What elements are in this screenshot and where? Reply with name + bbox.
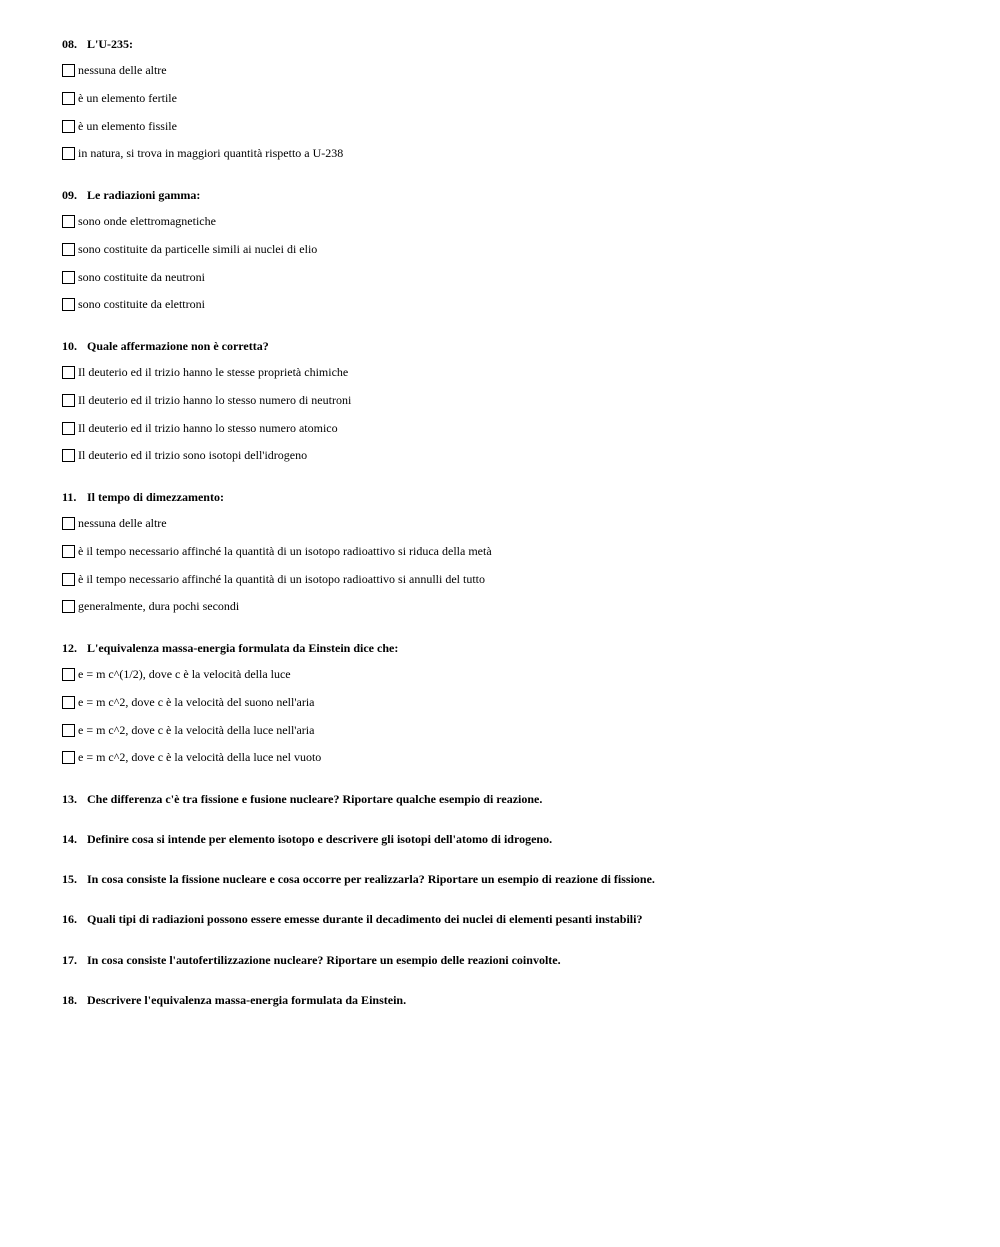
checkbox[interactable] [62, 600, 75, 613]
checkbox[interactable] [62, 751, 75, 764]
checkbox[interactable] [62, 92, 75, 105]
option-label: generalmente, dura pochi secondi [78, 599, 240, 613]
option-label: e = m c^2, dove c è la velocità della luce nell'aria [78, 723, 315, 737]
option-label: è il tempo necessario affinché la quantità di un isotopo radioattivo si annulli del tutto [78, 572, 486, 586]
question-10-option-2[interactable] [62, 392, 351, 408]
checkbox[interactable] [62, 366, 75, 379]
question-10-title: 10. Quale affermazione non è corretta? [62, 339, 269, 353]
question-08-option-4[interactable] [62, 145, 343, 161]
question-08-title: 08. L'U-235: [62, 37, 133, 51]
question-08-option-1[interactable] [62, 62, 167, 78]
question-09-option-2[interactable] [62, 241, 317, 257]
question-09-title: 09. Le radiazioni gamma: [62, 188, 201, 202]
question-14-title: 14. Definire cosa si intende per elemento isotopo e descrivere gli isotopi dell'atomo di idrogeno. [62, 832, 553, 846]
checkbox[interactable] [62, 298, 75, 311]
question-15-title: 15. In cosa consiste la fissione nucleare e cosa occorre per realizzarla? Riportare un esempio di reazione di fissione. [62, 872, 655, 886]
question-09-option-4[interactable] [62, 296, 205, 312]
checkbox[interactable] [62, 394, 75, 407]
question-11-title: 11. Il tempo di dimezzamento: [62, 490, 224, 504]
option-label: sono costituite da elettroni [78, 297, 205, 311]
question-09-option-1[interactable] [62, 213, 216, 229]
checkbox[interactable] [62, 545, 75, 558]
checkbox[interactable] [62, 449, 75, 462]
checkbox[interactable] [62, 573, 75, 586]
checkbox[interactable] [62, 215, 75, 228]
checkbox[interactable] [62, 422, 75, 435]
option-label: e = m c^2, dove c è la velocità del suono nell'aria [78, 695, 315, 709]
question-08-option-3[interactable] [62, 118, 177, 134]
option-label: nessuna delle altre [78, 516, 167, 530]
question-11-option-1[interactable] [62, 515, 167, 531]
question-08-option-2[interactable] [62, 90, 177, 106]
question-10-option-4[interactable] [62, 447, 307, 463]
option-label: è un elemento fissile [78, 119, 177, 133]
option-label: nessuna delle altre [78, 63, 167, 77]
checkbox[interactable] [62, 517, 75, 530]
question-12-option-1[interactable] [62, 666, 291, 682]
option-label: e = m c^2, dove c è la velocità della luce nel vuoto [78, 750, 322, 764]
option-label: Il deuterio ed il trizio sono isotopi dell'idrogeno [78, 448, 308, 462]
question-10-option-1[interactable] [62, 364, 348, 380]
option-label: Il deuterio ed il trizio hanno lo stesso numero atomico [78, 421, 338, 435]
question-12-title: 12. L'equivalenza massa-energia formulata da Einstein dice che: [62, 641, 399, 655]
question-16-title: 16. Quali tipi di radiazioni possono essere emesse durante il decadimento dei nuclei di elementi pesanti instabili? [62, 912, 643, 926]
option-label: è un elemento fertile [78, 91, 177, 105]
question-11-option-4[interactable] [62, 598, 239, 614]
question-13-title: 13. Che differenza c'è tra fissione e fusione nucleare? Riportare qualche esempio di reazione. [62, 792, 543, 806]
checkbox[interactable] [62, 243, 75, 256]
option-label: in natura, si trova in maggiori quantità rispetto a U-238 [78, 146, 344, 160]
checkbox[interactable] [62, 696, 75, 709]
option-label: Il deuterio ed il trizio hanno le stesse proprietà chimiche [78, 365, 349, 379]
question-17-title: 17. In cosa consiste l'autofertilizzazione nucleare? Riportare un esempio delle reazioni coinvolte. [62, 953, 561, 967]
checkbox[interactable] [62, 147, 75, 160]
checkbox[interactable] [62, 120, 75, 133]
option-label: è il tempo necessario affinché la quantità di un isotopo radioattivo si riduca della metà [78, 544, 492, 558]
option-label: sono costituite da particelle simili ai nuclei di elio [78, 242, 318, 256]
question-18-title: 18. Descrivere l'equivalenza massa-energia formulata da Einstein. [62, 993, 407, 1007]
question-12-option-4[interactable] [62, 749, 321, 765]
question-09-option-3[interactable] [62, 269, 205, 285]
option-label: e = m c^(1/2), dove c è la velocità della luce [78, 667, 291, 681]
option-label: sono costituite da neutroni [78, 270, 205, 284]
question-10-option-3[interactable] [62, 420, 338, 436]
question-12-option-2[interactable] [62, 694, 314, 710]
checkbox[interactable] [62, 64, 75, 77]
question-11-option-2[interactable] [62, 543, 492, 559]
option-label: sono onde elettromagnetiche [78, 214, 216, 228]
checkbox[interactable] [62, 724, 75, 737]
question-11-option-3[interactable] [62, 571, 485, 587]
checkbox[interactable] [62, 271, 75, 284]
question-12-option-3[interactable] [62, 722, 314, 738]
checkbox[interactable] [62, 668, 75, 681]
option-label: Il deuterio ed il trizio hanno lo stesso numero di neutroni [78, 393, 352, 407]
